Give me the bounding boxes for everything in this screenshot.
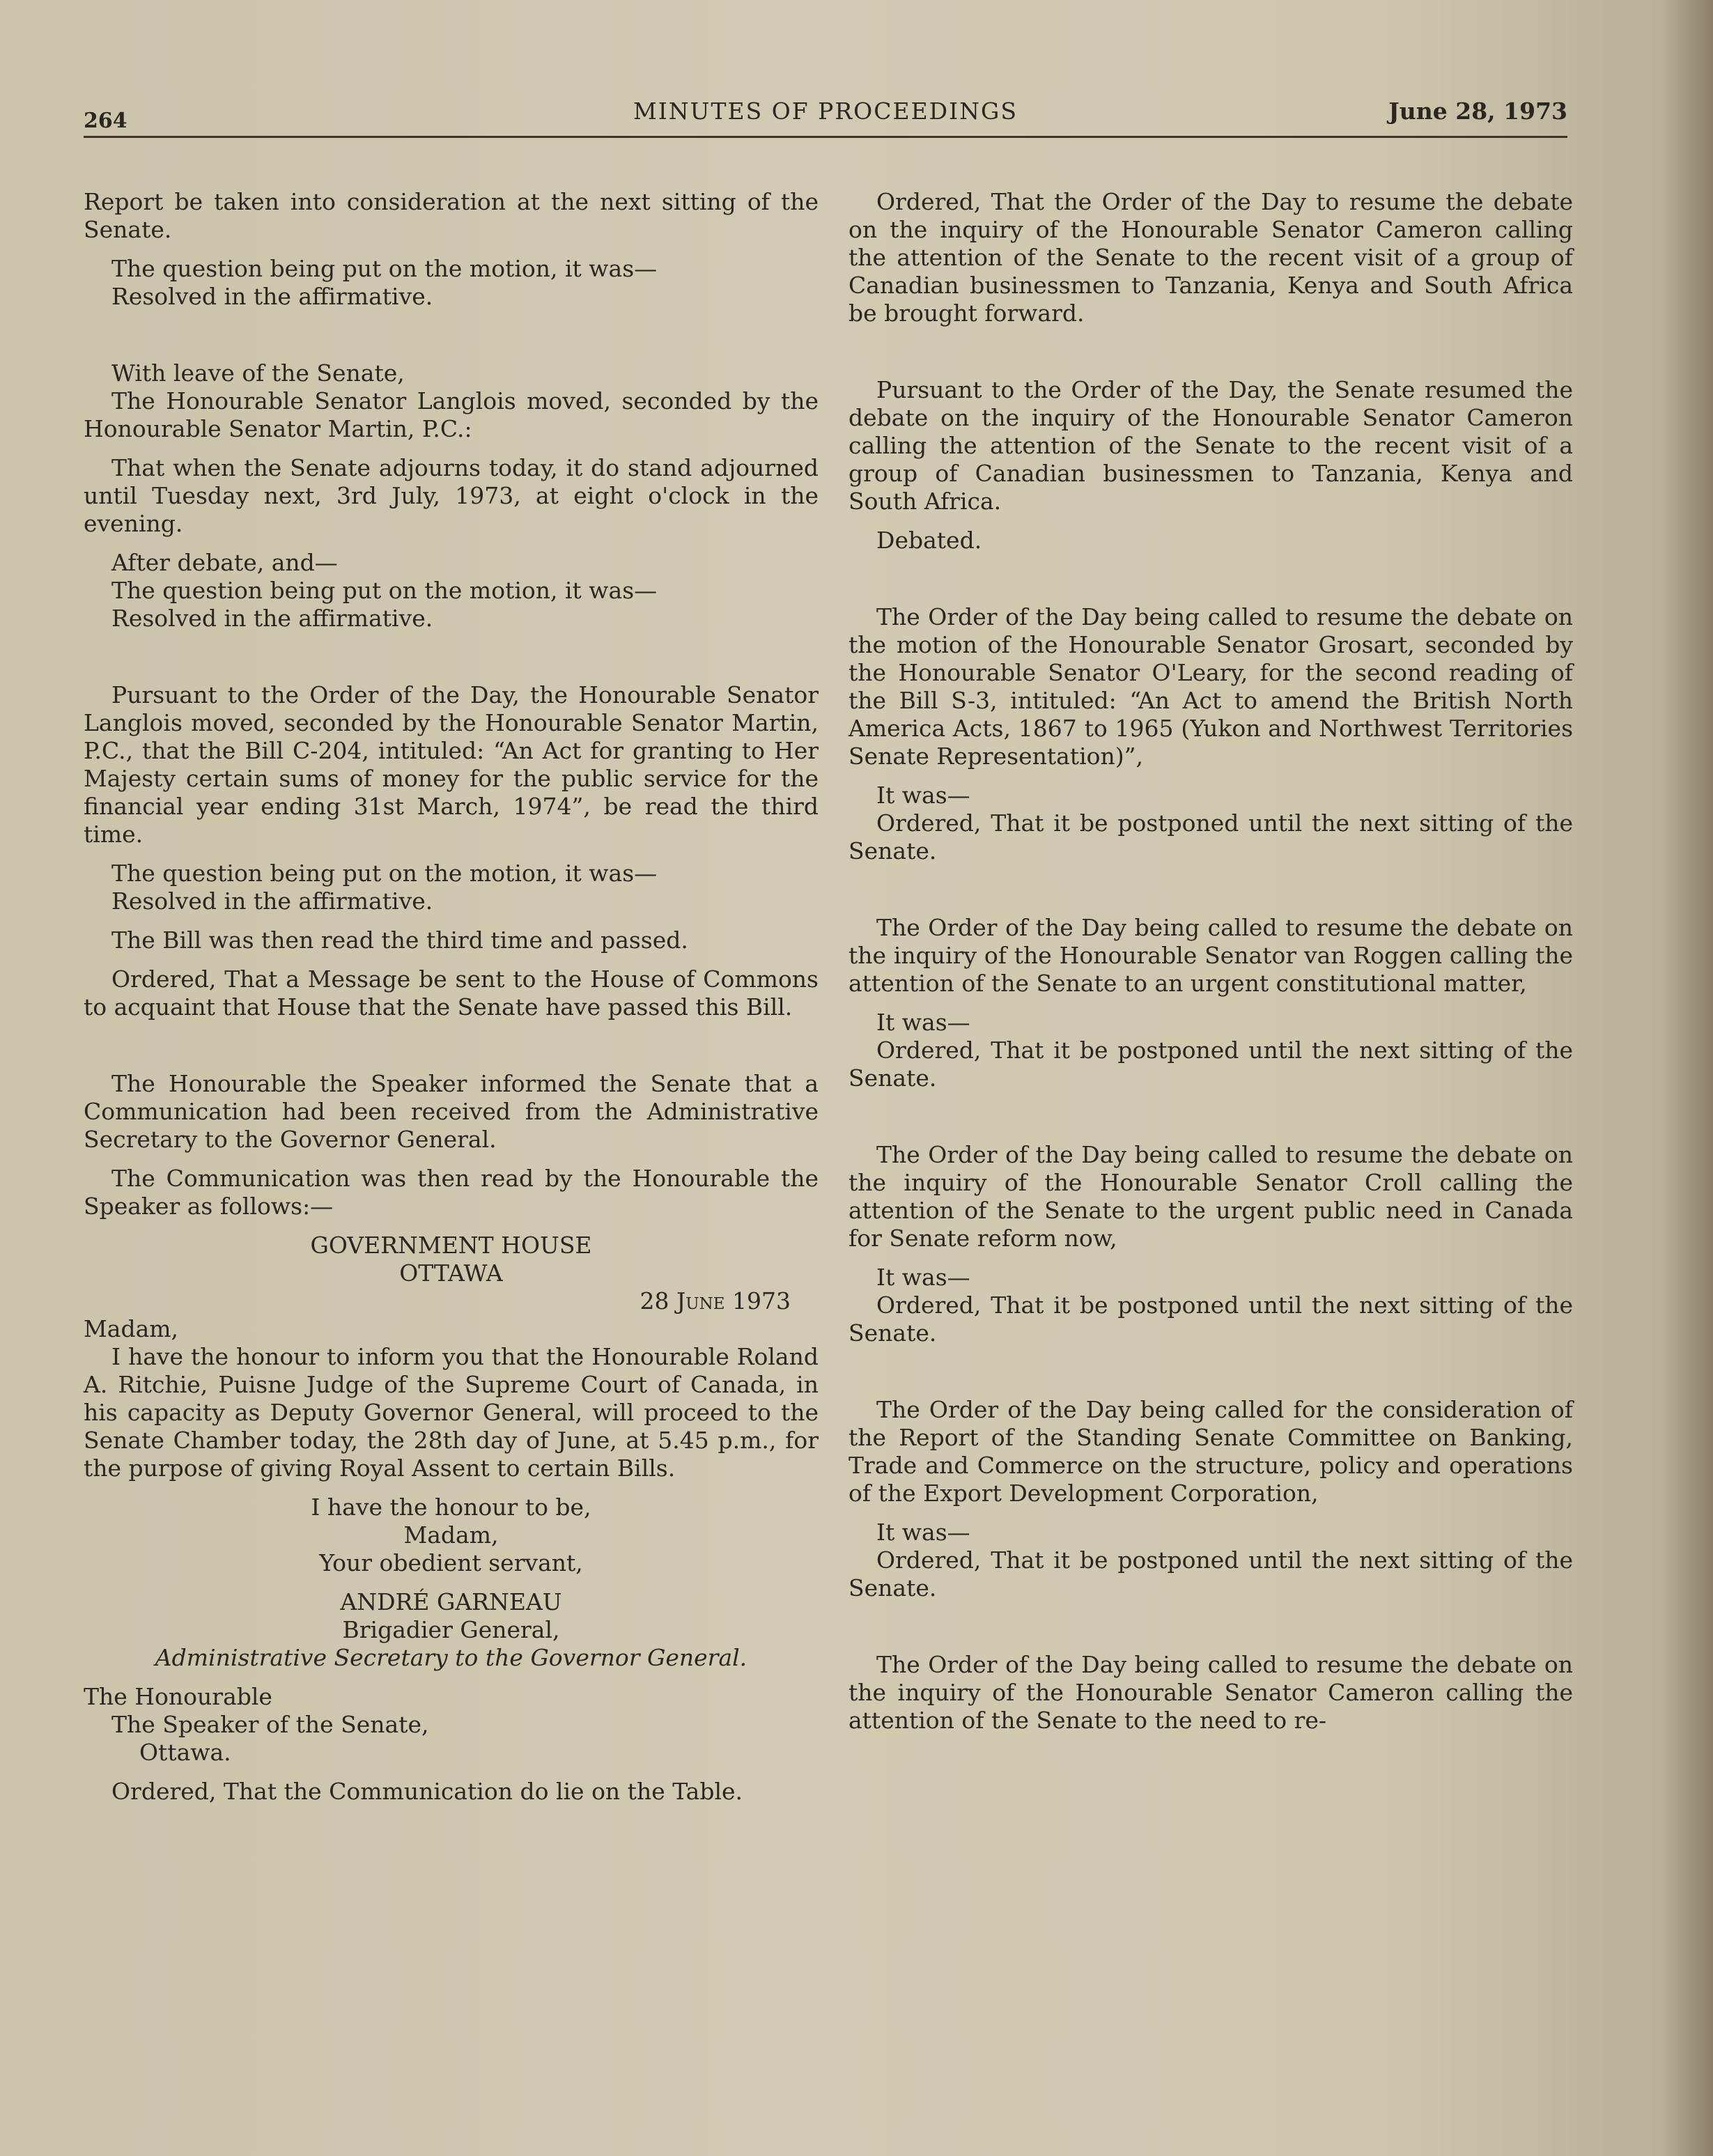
letter-heading: GOVERNMENT HOUSE bbox=[310, 1232, 592, 1259]
letter-address: The Honourable bbox=[84, 1683, 272, 1710]
paragraph: It was— bbox=[876, 1519, 970, 1546]
letter-closing: I have the honour to be, bbox=[311, 1494, 591, 1521]
letter-closing: Madam, bbox=[403, 1521, 499, 1549]
paragraph: Resolved in the affirmative. bbox=[111, 887, 433, 915]
paragraph: Pursuant to the Order of the Day, the Honourable Senator Langlois moved, seconded by the Honourable Senator Martin, P.C., that the Bill C-204, intituled: “An Act for granting to Her Majesty certain sums of money for the public service for the financial year ending 31st March, 1974”, be read the third time. bbox=[84, 681, 819, 848]
paragraph: It was— bbox=[876, 782, 970, 809]
paragraph: The Order of the Day being called to resume the debate on the inquiry of the Honourable Senator van Roggen calling the attention of the Senate to an urgent constitutional matter, bbox=[848, 914, 1573, 997]
page-number: 264 bbox=[84, 109, 127, 133]
paragraph: Ordered, That it be postponed until the next sitting of the Senate. bbox=[848, 1037, 1573, 1092]
paragraph: The question being put on the motion, it was— bbox=[111, 255, 658, 282]
paragraph: Ordered, That a Message be sent to the House of Commons to acquaint that House that the Senate have passed this Bill. bbox=[84, 965, 819, 1021]
paragraph: It was— bbox=[876, 1009, 970, 1036]
paragraph: The Order of the Day being called to resume the debate on the inquiry of the Honourable Senator Cameron calling the attention of the Senate to the need to re- bbox=[848, 1651, 1573, 1734]
header-rule bbox=[84, 136, 1567, 138]
letter-closing: Your obedient servant, bbox=[319, 1549, 583, 1576]
letter-address: The Speaker of the Senate, bbox=[111, 1711, 429, 1738]
paragraph: Resolved in the affirmative. bbox=[111, 605, 433, 632]
paragraph: The Honourable the Speaker informed the Senate that a Communication had been received from the Administrative Secretary to the Governor General. bbox=[84, 1070, 819, 1153]
letter-date: 28 June 1973 bbox=[640, 1287, 791, 1314]
page-header bbox=[84, 98, 1567, 139]
letter-body: I have the honour to inform you that the Honourable Roland A. Ritchie, Puisne Judge of the Supreme Court of Canada, in his capacity as Deputy Governor General, will proceed to the Senate Chamber today, the 28th day of June, at 5.45 p.m., for the purpose of giving Royal Assent to certain Bills. bbox=[84, 1343, 819, 1482]
letter-signer: ANDRÉ GARNEAU bbox=[340, 1588, 562, 1615]
right-column bbox=[848, 188, 1573, 1735]
paragraph: Ordered, That the Order of the Day to resume the debate on the inquiry of the Honourable Senator Cameron calling the attention of the Senate to the recent visit of a group of Canadian businessmen to Tanzania, Kenya and South Africa be brought forward. bbox=[848, 188, 1573, 327]
paragraph: Ordered, That it be postponed until the next sitting of the Senate. bbox=[848, 809, 1573, 864]
paragraph: The Order of the Day being called to resume the debate on the motion of the Honourable Senator Grosart, seconded by the Honourable Senator O'Leary, for the second reading of the Bill S-3, intituled: “An Act to amend the British North America Acts, 1867 to 1965 (Yukon and Northwest Territories Senate Representation)”, bbox=[848, 603, 1573, 770]
paragraph: Pursuant to the Order of the Day, the Senate resumed the debate on the inquiry of the Honourable Senator Cameron calling the attention of the Senate to the recent visit of a group of Canadian businessmen to Tanzania, Kenya and South Africa. bbox=[848, 376, 1573, 515]
page-date: June 28, 1973 bbox=[1388, 98, 1567, 125]
paragraph: That when the Senate adjourns today, it do stand adjourned until Tuesday next, 3rd July, 1973, at eight o'clock in the evening. bbox=[84, 454, 819, 537]
paragraph: The Bill was then read the third time and passed. bbox=[111, 926, 688, 954]
letter-signer-rank: Brigadier General, bbox=[342, 1616, 560, 1643]
paragraph: Ordered, That the Communication do lie on the Table. bbox=[111, 1778, 743, 1805]
paragraph: It was— bbox=[876, 1264, 970, 1291]
letter-heading: OTTAWA bbox=[399, 1259, 503, 1287]
paragraph: Resolved in the affirmative. bbox=[111, 283, 433, 310]
paragraph: With leave of the Senate, bbox=[111, 359, 405, 387]
paragraph: The Communication was then read by the Honourable the Speaker as follows:— bbox=[84, 1165, 819, 1220]
paragraph: Ordered, That it be postponed until the next sitting of the Senate. bbox=[848, 1292, 1573, 1347]
paragraph: The Honourable Senator Langlois moved, seconded by the Honourable Senator Martin, P.C.: bbox=[84, 387, 819, 442]
paragraph: The question being put on the motion, it was— bbox=[111, 577, 658, 604]
paragraph: The Order of the Day being called to resume the debate on the inquiry of the Honourable Senator Croll calling the attention of the Senate to the urgent public need in Canada for Senate reform now, bbox=[848, 1141, 1573, 1252]
letter-signer-title: Administrative Secretary to the Governor General. bbox=[155, 1644, 747, 1671]
paragraph: Ordered, That it be postponed until the next sitting of the Senate. bbox=[848, 1546, 1573, 1602]
paragraph: The Order of the Day being called for the consideration of the Report of the Standing Senate Committee on Banking, Trade and Commerce on the structure, policy and operations of the Export Development Corporation, bbox=[848, 1396, 1573, 1507]
letter-address: Ottawa. bbox=[139, 1739, 231, 1766]
paragraph: The question being put on the motion, it was— bbox=[111, 860, 658, 887]
letter-salutation: Madam, bbox=[84, 1315, 179, 1342]
left-column bbox=[84, 188, 819, 1806]
page-title: MINUTES OF PROCEEDINGS bbox=[633, 98, 1018, 125]
paragraph: Debated. bbox=[876, 527, 982, 554]
paragraph: After debate, and— bbox=[111, 549, 338, 576]
paragraph: Report be taken into consideration at the next sitting of the Senate. bbox=[84, 188, 819, 243]
